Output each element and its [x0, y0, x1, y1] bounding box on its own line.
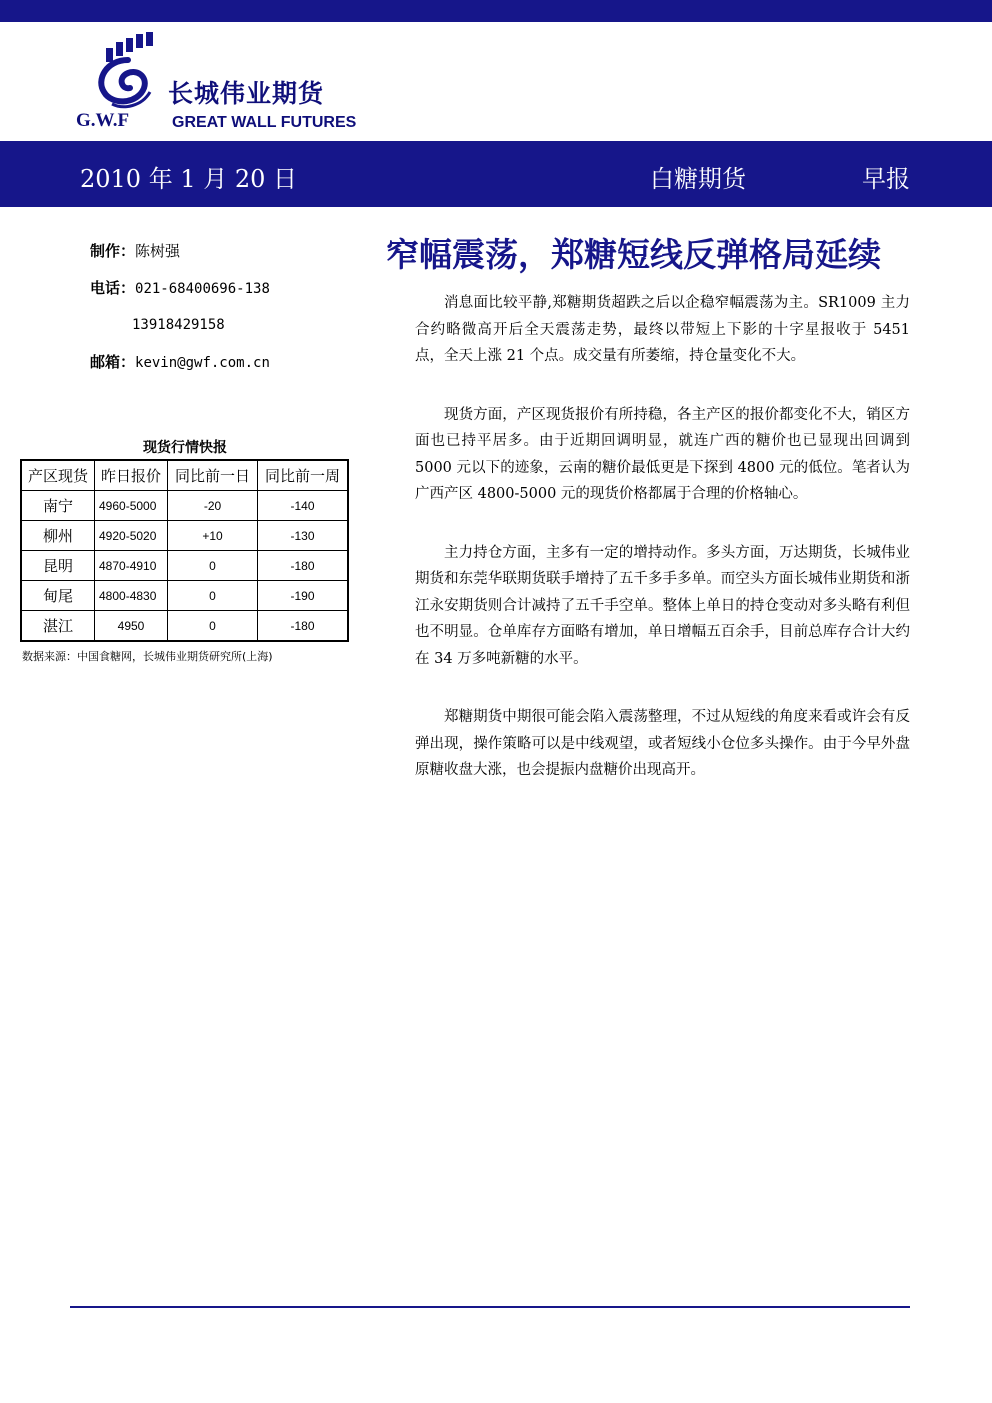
table-row	[21, 581, 348, 611]
table-cell: 0	[168, 581, 258, 611]
table-cell: -20	[168, 491, 258, 521]
report-type: 早报	[862, 165, 910, 193]
table-cell: -180	[258, 551, 349, 581]
spot-table-title: 现货行情快报	[143, 440, 227, 456]
article-paragraph: 郑糖期货中期很可能会陷入震荡整理，不过从短线的角度来看或许会有反弹出现，操作策略可以是中线观望，或者短线小仓位多头操作。由于今早外盘原糖收盘大涨，也会提振内盘糖价出现高开。	[415, 709, 910, 778]
table-row	[21, 551, 348, 581]
great-wall-logo-icon	[88, 30, 166, 110]
table-cell: 昆明	[21, 551, 95, 581]
table-header: 产区现货	[21, 460, 95, 491]
table-row	[21, 521, 348, 551]
email-row	[90, 351, 270, 372]
table-cell: -190	[258, 581, 349, 611]
table-cell: -180	[258, 611, 349, 642]
report-banner	[0, 141, 992, 207]
phone-label: 电话：	[90, 279, 136, 297]
table-header: 同比前一周	[258, 460, 349, 491]
mobile-row	[132, 315, 225, 333]
table-cell: 湛江	[21, 611, 95, 642]
article-body	[415, 290, 910, 816]
mobile-number: 13918429158	[132, 317, 225, 333]
table-header: 同比前一日	[168, 460, 258, 491]
email-address[interactable]: kevin@gwf.com.cn	[135, 355, 270, 371]
footer-divider	[70, 1306, 910, 1308]
company-logo	[76, 30, 366, 135]
table-row	[21, 491, 348, 521]
article-paragraph: 主力持仓方面，主多有一定的增持动作。多头方面，万达期货，长城伟业期货和东莞华联期货联手增持了五千多手多单。而空头方面长城伟业期货和浙江永安期货则合计减持了五千手空单。整体上单日的持仓变动对多头略有利但也不明显。仓单库存方面略有增加，单日增幅五百余手，目前总库存合计大约在 34 万多吨新糖的水平。	[415, 544, 910, 667]
table-cell: 4920-5020	[95, 521, 168, 551]
logo-chinese-name: 长城伟业期货	[168, 79, 325, 108]
report-product: 白糖期货	[650, 165, 746, 193]
author-name: 陈树强	[135, 242, 181, 260]
table-cell: 柳州	[21, 521, 95, 551]
table-cell: +10	[168, 521, 258, 551]
phone-row	[90, 277, 270, 298]
table-cell: 0	[168, 551, 258, 581]
article-paragraph: 消息面比较平静,郑糖期货超跌之后以企稳窄幅震荡为主。SR1009 主力合约略微高开后全天震荡走势，最终以带短上下影的十字星报收于 5451 点，全天上涨 21 个点。成交量有所萎缩，持仓量变化不大。	[415, 295, 910, 364]
data-source-note: 数据来源：中国食糖网，长城伟业期货研究所(上海)	[22, 650, 273, 663]
table-cell: 0	[168, 611, 258, 642]
table-cell: 南宁	[21, 491, 95, 521]
logo-abbreviation: G.W.F	[76, 110, 130, 131]
table-cell: 4960-5000	[95, 491, 168, 521]
table-header-row	[21, 460, 348, 491]
author-label: 制作：	[90, 242, 136, 260]
table-cell: 4950	[95, 611, 168, 642]
email-label: 邮箱：	[90, 353, 136, 371]
table-row	[21, 611, 348, 642]
table-cell: -130	[258, 521, 349, 551]
top-bar	[0, 0, 992, 22]
table-cell: 4870-4910	[95, 551, 168, 581]
phone-number: 021-68400696-138	[135, 281, 270, 297]
article-headline: 窄幅震荡，郑糖短线反弹格局延续	[386, 235, 881, 274]
report-date: 2010 年 1 月 20 日	[80, 165, 298, 193]
table-cell: -140	[258, 491, 349, 521]
table-cell: 4800-4830	[95, 581, 168, 611]
logo-english-name: GREAT WALL FUTURES	[172, 114, 357, 131]
table-header: 昨日报价	[95, 460, 168, 491]
article-paragraph: 现货方面，产区现货报价有所持稳，各主产区的报价都变化不大，销区方面也已持平居多。由于近期回调明显，就连广西的糖价也已显现出回调到 5000 元以下的迹象，云南的糖价最低更是下探到 4800 元的低位。笔者认为广西产区 4800-5000 元的现货价格都属于合理的价格轴心。	[415, 406, 910, 502]
spot-price-table	[20, 459, 349, 642]
table-cell: 甸尾	[21, 581, 95, 611]
author-row	[90, 240, 180, 261]
